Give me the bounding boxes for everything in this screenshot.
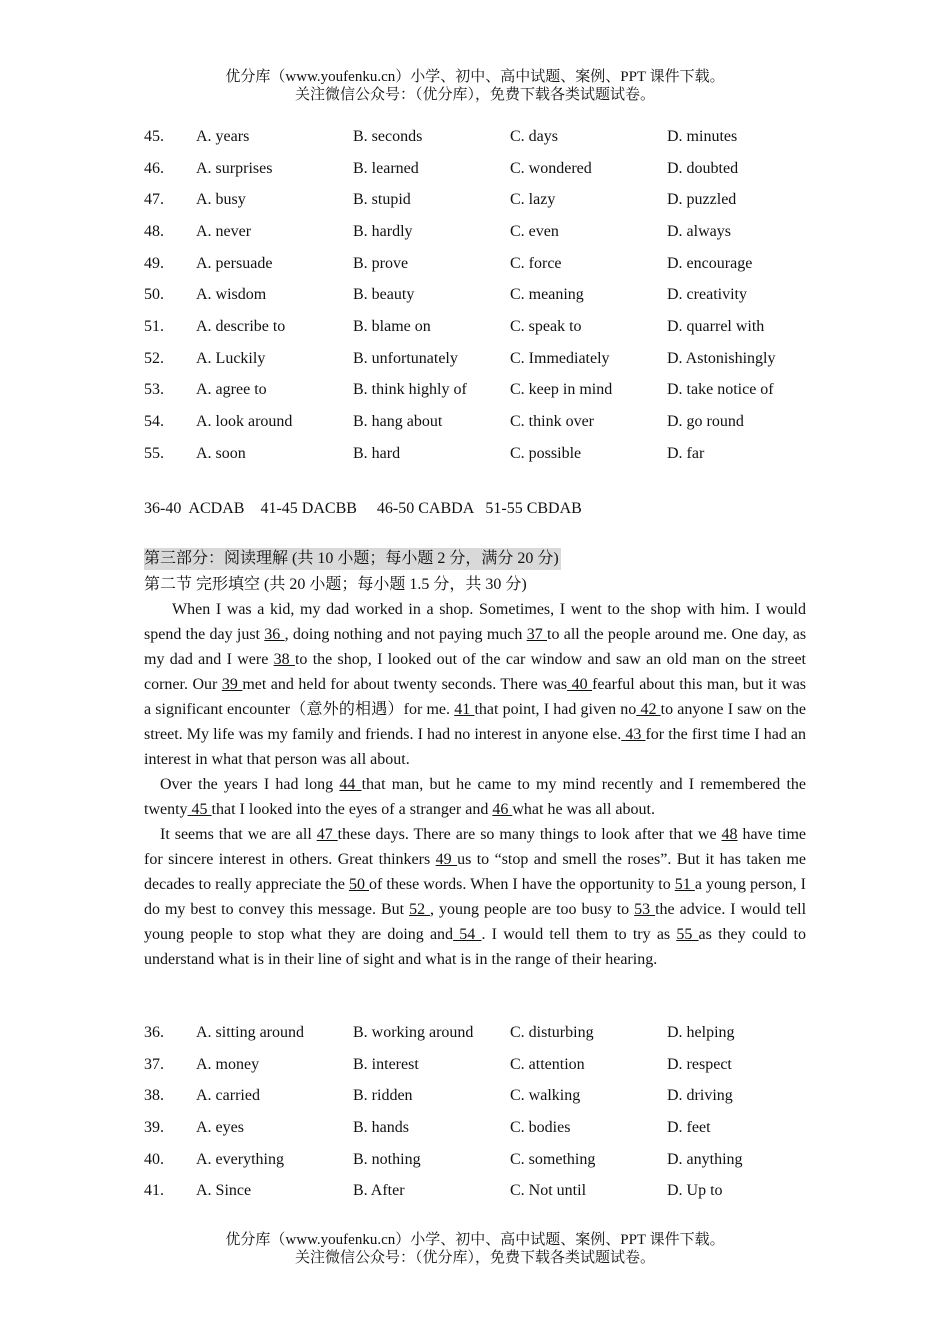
option-c: C. think over — [510, 413, 594, 431]
blank-39: 39 — [221, 676, 243, 693]
option-b: B. hang about — [353, 413, 443, 431]
option-c: C. Immediately — [510, 349, 610, 367]
question-row — [144, 1017, 824, 1049]
option-a: A. carried — [196, 1087, 260, 1105]
footer-line-2: 关注微信公众号：（优分库），免费下载各类试题试卷。 — [294, 1250, 655, 1266]
blank-54: 54 — [453, 926, 482, 943]
option-a: A. eyes — [196, 1118, 244, 1136]
blank-50: 50 — [348, 876, 370, 893]
blank-42: 42 — [636, 701, 661, 718]
option-d: D. far — [667, 444, 705, 462]
option-c: C. force — [510, 254, 562, 272]
blank-52: 52 — [409, 901, 431, 918]
blank-43: 43 — [621, 726, 646, 743]
passage-text: have time for sincere interest in others. Great thinkers — [144, 826, 807, 868]
blank-49: 49 — [435, 851, 458, 868]
option-b: B. interest — [353, 1055, 419, 1073]
passage-text: to anyone I saw on the street. My life was my family and friends. I had no interest in anyone else. — [144, 701, 807, 743]
question-number: 38. — [144, 1087, 164, 1105]
options-table-45-55 — [144, 121, 824, 470]
passage-text: us to “stop and smell the roses”. But it has taken me decades to really appreciate the — [144, 851, 807, 893]
question-number: 54. — [144, 413, 164, 431]
question-row — [144, 1144, 824, 1176]
option-b: B. learned — [353, 159, 419, 177]
passage-text: these days. There are so many things to look after that we — [337, 826, 722, 843]
option-d: D. minutes — [667, 127, 738, 145]
option-c: C. Not until — [510, 1182, 587, 1200]
passage-text: that point, I had given no — [474, 701, 637, 718]
option-b: B. nothing — [353, 1150, 421, 1168]
passage-text: that I looked into the eyes of a stranger and — [211, 801, 493, 818]
option-c: C. wondered — [510, 159, 592, 177]
question-row — [144, 1175, 824, 1207]
header-line-1: 优分库（www.youfenku.cn）小学、初中、高中试题、案例、PPT 课件下载。 — [225, 69, 725, 85]
blank-46: 46 — [492, 801, 513, 818]
option-b: B. think highly of — [353, 381, 467, 399]
question-row — [144, 311, 824, 343]
option-d: D. puzzled — [667, 191, 737, 209]
answer-key: 36-40 ACDAB 41-45 DACBB 46-50 CABDA 51-55 CBDAB — [144, 500, 582, 517]
passage-text: to the shop, I looked out of the car window and saw an old man on the street corner. Our — [144, 651, 807, 693]
option-b: B. unfortunately — [353, 349, 458, 367]
passage-text: a young person, I do my best to convey this message. But — [144, 876, 807, 918]
option-d: D. respect — [667, 1055, 732, 1073]
option-c: C. disturbing — [510, 1023, 594, 1041]
option-d: D. take notice of — [667, 381, 774, 399]
question-number: 49. — [144, 254, 164, 272]
passage-text: the advice. I would tell young people to stop what they are doing and — [144, 901, 807, 943]
passage-text: what he was all about. — [512, 801, 655, 818]
option-d: D. quarrel with — [667, 317, 765, 335]
blank-41: 41 — [454, 701, 475, 718]
option-b: B. stupid — [353, 191, 411, 209]
option-a: A. busy — [196, 191, 246, 209]
passage-paragraph-3 — [144, 822, 806, 972]
blank-45: 45 — [187, 801, 212, 818]
blank-44: 44 — [339, 776, 362, 793]
question-number: 52. — [144, 349, 164, 367]
option-a: A. years — [196, 127, 250, 145]
option-b: B. hard — [353, 444, 401, 462]
option-d: D. anything — [667, 1150, 743, 1168]
option-d: D. always — [667, 222, 731, 240]
blank-48: 48 — [721, 826, 738, 843]
question-number: 45. — [144, 127, 164, 145]
option-b: B. hands — [353, 1118, 409, 1136]
option-d: D. doubted — [667, 159, 739, 177]
option-a: A. agree to — [196, 381, 267, 399]
blank-47: 47 — [316, 826, 338, 843]
option-b: B. prove — [353, 254, 409, 272]
question-number: 55. — [144, 444, 164, 462]
option-b: B. ridden — [353, 1087, 413, 1105]
option-b: B. seconds — [353, 127, 423, 145]
question-number: 48. — [144, 222, 164, 240]
question-row — [144, 216, 824, 248]
passage-text: for the first time I had an interest in what that person was all about. — [144, 726, 806, 768]
blank-37: 37 — [526, 626, 547, 643]
option-d: D. driving — [667, 1087, 733, 1105]
option-b: B. hardly — [353, 222, 413, 240]
option-a: A. persuade — [196, 254, 273, 272]
passage-text: , doing nothing and not paying much — [284, 626, 527, 643]
passage-text: It seems that we are all — [160, 826, 317, 843]
blank-38: 38 — [273, 651, 295, 668]
option-c: C. days — [510, 127, 558, 145]
option-a: A. Since — [196, 1182, 252, 1200]
question-row — [144, 279, 824, 311]
option-d: D. helping — [667, 1023, 735, 1041]
option-a: A. money — [196, 1055, 260, 1073]
passage-text: Over the years I had long — [160, 776, 340, 793]
passage-text: When I was a kid, my dad worked in a shop. Sometimes, I went to the shop with him. I would spend the day just — [144, 601, 806, 643]
option-b: B. beauty — [353, 286, 415, 304]
question-number: 39. — [144, 1118, 164, 1136]
section-2-title: 第二节 完形填空 (共 20 小题；每小题 1.5 分，共 30 分) — [144, 576, 527, 593]
passage-text: as they could to understand what is in their line of sight and what is in the range of their hearing. — [144, 926, 807, 968]
passage-text: fearful about this man, but it was a significant encounter（意外的相遇）for me. — [144, 676, 807, 718]
option-c: C. bodies — [510, 1118, 571, 1136]
passage-text: of these words. When I have the opportunity to — [369, 876, 675, 893]
question-row — [144, 343, 824, 375]
options-table-36-41 — [144, 1017, 824, 1207]
question-row — [144, 1049, 824, 1081]
passage-paragraph-1 — [144, 597, 806, 772]
option-a: A. surprises — [196, 159, 273, 177]
option-a: A. sitting around — [196, 1023, 304, 1041]
question-row — [144, 406, 824, 438]
options-body — [144, 1017, 824, 1207]
option-c: C. lazy — [510, 191, 556, 209]
question-number: 36. — [144, 1023, 164, 1041]
question-row — [144, 1080, 824, 1112]
blank-55: 55 — [676, 926, 699, 943]
passage-text: met and held for about twenty seconds. There was — [242, 676, 568, 693]
page-header — [0, 68, 950, 104]
option-a: A. wisdom — [196, 286, 267, 304]
blank-53: 53 — [634, 901, 656, 918]
option-c: C. even — [510, 222, 559, 240]
option-b: B. After — [353, 1182, 405, 1200]
option-c: C. speak to — [510, 317, 582, 335]
option-c: C. walking — [510, 1087, 581, 1105]
question-number: 37. — [144, 1055, 164, 1073]
option-d: D. creativity — [667, 286, 747, 304]
passage-paragraph-2 — [144, 772, 806, 822]
question-number: 46. — [144, 159, 164, 177]
question-number: 53. — [144, 381, 164, 399]
option-a: A. Luckily — [196, 349, 266, 367]
option-a: A. everything — [196, 1150, 284, 1168]
blank-36: 36 — [264, 626, 285, 643]
question-number: 51. — [144, 317, 164, 335]
option-a: A. look around — [196, 413, 293, 431]
passage-text: , young people are too busy to — [430, 901, 635, 918]
question-number: 41. — [144, 1182, 164, 1200]
option-c: C. something — [510, 1150, 596, 1168]
option-c: C. meaning — [510, 286, 584, 304]
option-d: D. Astonishingly — [667, 349, 776, 367]
options-body — [144, 121, 824, 470]
option-d: D. feet — [667, 1118, 711, 1136]
section-3-title: 第三部分：阅读理解 (共 10 小题；每小题 2 分，满分 20 分) — [144, 548, 561, 570]
question-row — [144, 375, 824, 407]
question-row — [144, 438, 824, 470]
passage-text: to all the people around me. One day, as my dad and I were — [144, 626, 807, 668]
question-number: 40. — [144, 1150, 164, 1168]
option-a: A. soon — [196, 444, 246, 462]
blank-51: 51 — [674, 876, 695, 893]
question-number: 50. — [144, 286, 164, 304]
option-d: D. Up to — [667, 1182, 723, 1200]
option-d: D. go round — [667, 413, 744, 431]
question-row — [144, 248, 824, 280]
question-row — [144, 184, 824, 216]
question-row — [144, 121, 824, 153]
page-footer — [0, 1231, 950, 1267]
option-b: B. working around — [353, 1023, 474, 1041]
passage-text: that man, but he came to my mind recently and I remembered the twenty — [144, 776, 807, 818]
question-row — [144, 1112, 824, 1144]
option-b: B. blame on — [353, 317, 431, 335]
option-a: A. never — [196, 222, 252, 240]
option-a: A. describe to — [196, 317, 286, 335]
footer-line-1: 优分库（www.youfenku.cn）小学、初中、高中试题、案例、PPT 课件下载。 — [225, 1232, 725, 1248]
question-row — [144, 153, 824, 185]
option-c: C. possible — [510, 444, 582, 462]
option-c: C. keep in mind — [510, 381, 613, 399]
passage-text: . I would tell them to try as — [481, 926, 677, 943]
cloze-passage — [144, 597, 806, 972]
option-c: C. attention — [510, 1055, 585, 1073]
question-number: 47. — [144, 191, 164, 209]
header-line-2: 关注微信公众号：（优分库），免费下载各类试题试卷。 — [294, 87, 655, 103]
blank-40: 40 — [567, 676, 593, 693]
option-d: D. encourage — [667, 254, 753, 272]
